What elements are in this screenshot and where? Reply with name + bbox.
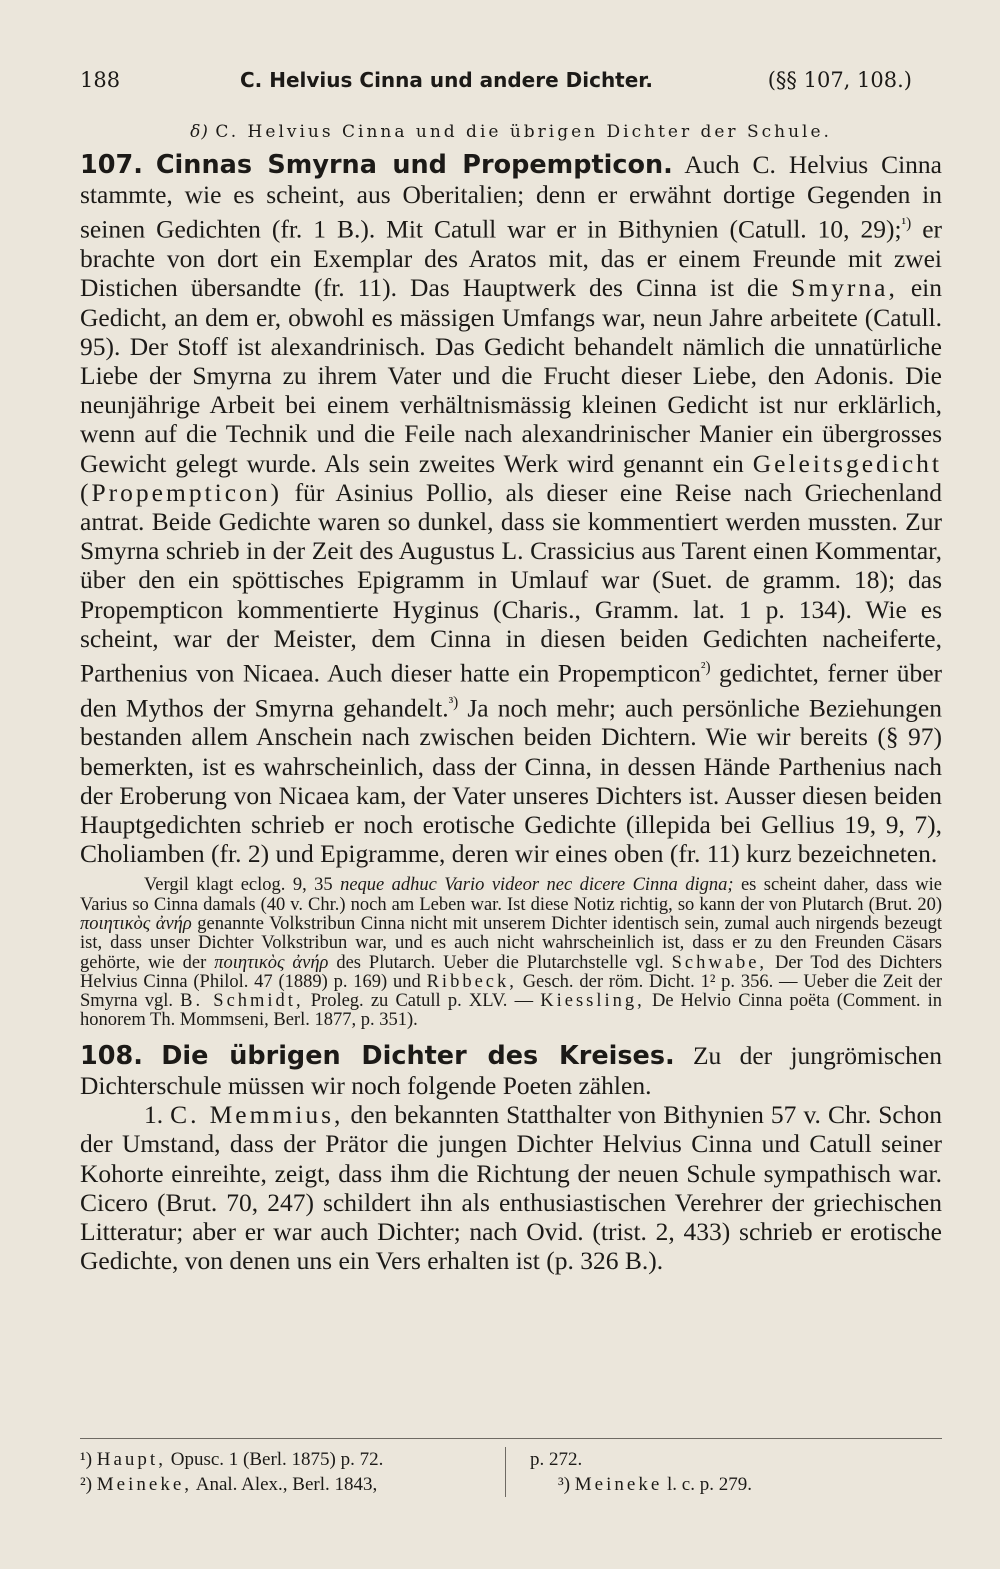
note-author-ribbeck: Ribbeck, (426, 971, 517, 992)
note-author-kiessling: Kiessling, (540, 991, 645, 1012)
chapter-subheading (80, 122, 942, 142)
note-text-6: Gesch. der röm. Dicht. 1² p. 356. — Ueber die Zeit der Smyrna vgl. (80, 971, 943, 1012)
section-107-text-4: für Asinius Pollio, als dieser eine Reise nach Griechenland antrat. Beide Gedichte waren so dunkel, dass sie kommentiert werden mussten. Zur Smyrna schrieb in der Zeit des Augustus L. Crassicius aus Tarent einen Kommentar, über den ein spöttisches Epigramm in Umlauf war (Suet. de gramm. 18); das Propempticon kommentierte Hyginus (Charis., Gramm. lat. 1 p. 134). Wie es scheint, war der Meister, dem Cinna in diesen beiden Gedichten nacheiferte, Parthenius von Nicaea. Auch dieser hatte ein Propempticon (80, 477, 942, 688)
annotation-note (80, 876, 942, 1030)
note-greek-phrase-2: ποιητικὸς ἀνήρ (214, 952, 329, 973)
footnote-row (80, 1447, 942, 1472)
footnote-1-text: Opusc. 1 (Berl. 1875) p. 72. (170, 1449, 384, 1470)
note-greek-phrase-1: ποιητικὸς ἀνήρ (80, 913, 192, 934)
section-107-text-1: Auch C. Helvius Cinna stammte, wie es scheint, aus Oberitalien; denn er erwähnt dortige Gegenden in seinen Gedichten (fr. 1 B.). Mit Catull war er in Bithynien (Catull. 10, 29); (80, 150, 942, 244)
section-108-title: Die übrigen Dichter des Kreises. (161, 1040, 675, 1071)
section-107-text-5: gedichtet, ferner über den Mythos der Smyrna gehandelt. (80, 658, 943, 723)
running-title: C. Helvius Cinna und andere Dichter. (240, 68, 653, 92)
footnote-ref-3: ³) (448, 693, 459, 711)
main-text (80, 118, 942, 1275)
item-1-text: den bekannten Statthalter von Bithynien 57 v. Chr. Schon der Umstand, dass der Prätor die jungen Dichter Helvius Cinna und Catull seiner Kohorte einreihte, zeigt, dass ihm die Richtung der neuen Schule sympathisch war. Cicero (Brut. 70, 247) schildert ihn als enthusiastischen Verehrer der griechischen Litteratur; aber er war auch Dichter; nach Ovid. (trist. 2, 433) schrieb er erotische Gedichte, von denen uns ein Vers erhalten ist (p. 326 B.). (80, 1100, 942, 1276)
footnote-1 (80, 1447, 505, 1472)
footnote-2 (80, 1472, 505, 1497)
item-1-name: C. Memmius, (170, 1100, 344, 1130)
footnote-3 (530, 1472, 752, 1497)
note-text-2: es scheint daher, dass wie Varius so Cinna damals (40 v. Chr.) noch am Leben war. Ist diese Notiz richtig, so kann der von Plutarch (Brut. 20) (80, 875, 943, 915)
work-title-propempticon: Geleitsgedicht (Propempticon) (80, 448, 943, 507)
subheading-text: C. Helvius Cinna und die übrigen Dichter der Schule. (215, 122, 832, 142)
note-text-8: De Helvio Cinna poëta (Comment. in honorem Th. Mommseni, Berl. 1877, p. 351). (80, 991, 943, 1031)
note-text-3: genannte Volkstribun Cinna nicht mit unserem Dichter identisch sein, zumal auch nirgends bezeugt ist, dass unser Dichter Volkstribun war, und es auch nicht wahrscheinlich ist, dass er zu den Freunden Cäsars gehörte, wie der (80, 913, 943, 973)
section-108-intro: Zu der jungrömischen Dichterschule müssen wir noch folgende Poeten zählen. (80, 1040, 943, 1100)
footnote-1-mark: ¹) (80, 1449, 93, 1470)
footnote-1-author: Haupt, (96, 1449, 166, 1470)
section-107-text-2: er brachte von dort ein Exemplar des Aratos mit, das er einem Freunde mit zwei Distichen übersandte (fr. 11). Das Hauptwerk des Cinna ist die (80, 214, 942, 303)
footnotes (80, 1438, 942, 1497)
section-108-number: 108. (80, 1040, 143, 1071)
footnote-2-author: Meineke, (96, 1474, 193, 1495)
footnote-3-author: Meineke (574, 1474, 663, 1495)
footnote-3-text: l. c. p. 279. (667, 1474, 752, 1495)
footnote-divider (505, 1472, 520, 1497)
footnote-2-continuation (530, 1447, 582, 1472)
footnote-3-mark: ³) (558, 1474, 571, 1495)
header-section-range: (§§ 107, 108.) (767, 68, 912, 92)
section-107-number: 107. (80, 150, 143, 180)
section-108-item-1 (80, 1100, 942, 1275)
section-107-paragraph (80, 150, 942, 868)
footnote-2-mark: ²) (80, 1474, 93, 1495)
item-1-number: 1. (144, 1100, 164, 1130)
footnote-2-text: Anal. Alex., Berl. 1843, (195, 1474, 378, 1495)
note-author-schmidt: B. Schmidt, (180, 991, 304, 1012)
section-107-title: Cinnas Smyrna und Propempticon. (155, 150, 673, 180)
page-header (80, 68, 930, 100)
note-vergil-quote: neque adhuc Vario videor nec dicere Cinna digna; (340, 875, 734, 896)
footnote-divider (505, 1447, 520, 1472)
section-108-paragraph (80, 1041, 942, 1100)
note-text-7: Proleg. zu Catull p. XLV. — (310, 991, 534, 1012)
section-107-text-6: Ja noch mehr; auch persönliche Beziehungen bestanden allem Anschein nach zwischen beiden Dichtern. Wie wir bereits (§ 97) bemerkten, ist es wahrscheinlich, dass der Cinna, in dessen Hände Parthenius nach der Eroberung von Nicaea kam, der Vater unseres Dichters ist. Ausser diesen beiden Hauptgedichten schrieb er noch erotische Gedichte (illepida bei Gellius 19, 9, 7), Choliamben (fr. 2) und Epigramme, deren wir eines oben (fr. 11) kurz bezeichneten. (80, 693, 942, 869)
section-107-text-3: ein Gedicht, an dem er, obwohl es mässigen Umfangs war, neun Jahre arbeitete (Catull. 95). Der Stoff ist alexandrinisch. Das Gedicht behandelt nämlich die unnatürliche Liebe der Smyrna zu ihrem Vater und die Frucht dieser Liebe, den Adonis. Die neunjährige Arbeit bei einem verhältnismässig kleinen Gedicht ist nur erklärlich, wenn auf die Technik und die Feile nach alexandrinischer Manier ein übergrosses Gewicht gelegt wurde. Als sein zweites Werk wird genannt ein (80, 273, 942, 478)
footnote-ref-1: ¹) (901, 215, 912, 233)
note-text-4: des Plutarch. Ueber die Plutarchstelle vgl. (336, 952, 664, 973)
work-title-smyrna: Smyrna, (791, 273, 898, 303)
footnote-2-cont-text: p. 272. (530, 1449, 583, 1470)
footnote-ref-2: ²) (700, 658, 711, 676)
footnote-row (80, 1472, 942, 1497)
note-author-schwabe: Schwabe, (671, 952, 768, 973)
subheading-marker: δ) (190, 122, 209, 142)
note-text-5: Der Tod des Dichters Helvius Cinna (Philol. 47 (1889) p. 169) und (80, 952, 943, 992)
page-number: 188 (80, 68, 121, 92)
note-text-1: Vergil klagt eclog. 9, 35 (144, 875, 333, 896)
